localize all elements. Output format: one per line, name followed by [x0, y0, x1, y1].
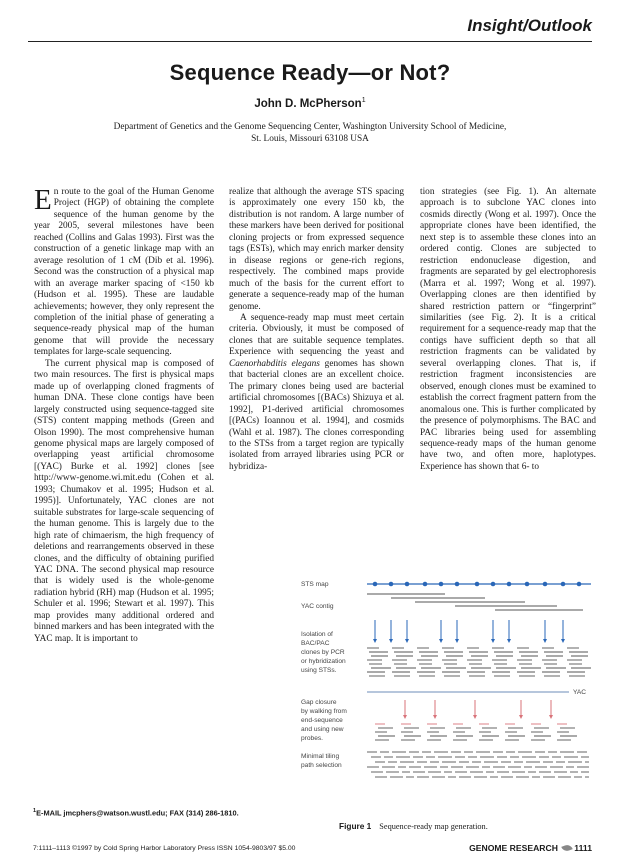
paragraph: [229, 313, 404, 473]
label-yac-contig: YAC contig: [301, 603, 334, 610]
paragraph-text: A sequence-ready map must meet certain criteria. Obviously, it must be composed of clones that are suitable sequence templates. Experience with sequencing the yeast and: [229, 312, 404, 358]
figure-number: Figure 1: [339, 821, 372, 831]
arrow-head: [405, 639, 409, 643]
body-column-1: [34, 184, 214, 645]
paragraph: [34, 184, 214, 359]
label-gap-2: by walking from: [301, 708, 347, 715]
label-isolation-1: Isolation of: [301, 631, 333, 638]
paragraph: The current physical map is composed of two main resources. The first is physical maps made up of overlapping cloned fragments of human DNA. These clone contigs have been largely constructed using sequence-tagged site (STS) content mapping methods (Green and Olson 1990). The most comprehensive human genome physical maps are largely composed of overlapping yeast artificial chromosome [(YAC) Burke et al. 1992] clones [see http://www-genome.wi.mit.edu (Cohen et al. 1993; Chumakov et al. 1995; Hudson et al. 1995)]. Unfortunately, YAC clones are not suitable substrates for large-scale sequencing of the human genome. This is largely due to the high rate of chimaerism, the high frequency of deletions and rearrangements observed in these clones, and the difficulty of obtaining purified YAC DNA. The second physical map resource that is widely used is the whole-genome radiation hybrid (RH) map (Hudson et al. 1995; Schuler et al. 1996; Stewart et al. 1997). This map provides many additional ordered and binned markers and has been integrated with the YAC map. It is important to: [34, 358, 214, 644]
label-yac: YAC: [573, 689, 587, 696]
drop-cap: E: [34, 184, 52, 216]
paragraph-text: n route to the goal of the Human Genome Project (HGP) of obtaining the complete sequence of the human genome by the year 2005, several milestones have been reached (Collins and Galas 1993). First was the construction of a genetic linkage map with an average resolution of 1 cM (Dib et al. 1996). Second was the construction of a physical map with an average marker spacing of <150 kb (Hudson et al. 1995). These are laudable achievements; however, they only represent the completion of the initial phase of generating a sequence-ready physical map of the human genome that will provide the necessary templates for large-scale sequencing.: [34, 187, 214, 358]
arrow-head: [507, 639, 511, 643]
arrow-head: [491, 639, 495, 643]
arrow-head: [389, 639, 393, 643]
sts-marker-dot: [405, 582, 410, 587]
isolation-arrows: [373, 620, 565, 643]
sts-marker-dot: [389, 582, 394, 587]
paragraph: realize that although the average STS spacing is approximately one every 150 kb, the distribution is not random. A large number of these markers have been derived for positional cloning projects or from expressed sequence tags (ESTs), which may enrich marker density in disease regions or gene-rich regions, respectively. The combined maps provide much of the basis for the current effort to generate a sequence-ready map of the human genome.: [229, 187, 404, 312]
body-column-3: [420, 187, 596, 473]
label-isolation-4: or hybridization: [301, 658, 346, 665]
footnote-mark: 1: [33, 808, 37, 814]
minimal-tiling-path: [367, 752, 589, 777]
footnote: [33, 806, 278, 818]
arrow-head: [549, 715, 553, 719]
author-footnote-mark: 1: [361, 97, 366, 104]
arrow-head: [473, 715, 477, 719]
label-tiling-1: Minimal tiling: [301, 753, 340, 760]
arrow-head: [519, 715, 523, 719]
gap-closure-clones: [375, 724, 577, 740]
author-name: John D. McPherson: [254, 97, 362, 110]
sts-marker-dot: [475, 582, 480, 587]
sts-marker-dot: [577, 582, 582, 587]
arrow-head: [433, 715, 437, 719]
author-line: [0, 97, 620, 110]
arrow-head: [543, 639, 547, 643]
figure-1-diagram: [295, 576, 595, 812]
sts-marker-dot: [455, 582, 460, 587]
footnote-text: E-MAIL jmcphers@watson.wustl.edu; FAX (314) 286-1810.: [36, 808, 239, 818]
arrow-head: [403, 715, 407, 719]
sts-marker-dot: [543, 582, 548, 587]
paragraph-text: genomes has shown that bacterial clones are an excellent choice. The primary clones being used are bacterial artificial chromosomes [(BACs) Shizuya et al. 1992], P1-derived artificial chromosomes [(PACs) Ioannou et al. 1994], and cosmids (Wahl et al. 1987). The clones corresponding to the STSs from a target region are typically isolated from arrayed libraries using PCR or hybridiza-: [229, 358, 404, 472]
sts-marker-dot: [525, 582, 530, 587]
arrow-head: [439, 639, 443, 643]
label-isolation-5: using STSs.: [301, 667, 337, 674]
label-isolation-3: clones by PCR: [301, 649, 345, 656]
page-number: 1111: [574, 843, 592, 853]
sts-marker-dot: [373, 582, 378, 587]
label-gap-3: end-sequence: [301, 717, 343, 724]
species-name: Caenorhabditis elegans: [229, 358, 320, 369]
yac-contig-clones: [367, 594, 583, 610]
body-column-2: [229, 187, 404, 473]
section-header: Insight/Outlook: [467, 16, 592, 35]
paragraph: tion strategies (see Fig. 1). An alternate approach is to subclone YAC clones into cosmids directly (Wong et al. 1997). Once the appropriate clones have been identified, the next step is to assemble these clones into an ordered contig. Clones are subjected to restriction endonuclease digestion, and fragments are separated by gel electrophoresis (Marra et al. 1997; Wong et al. 1997). Overlapping clones are then identified by shared restriction pattern or “fingerprint” similarities (see Fig. 2). It is a critical requirement for a sequence-ready map that the contigs have sufficient depth so that all restriction fragments can be validated by several overlapping clones. That is, if restriction fragment inconsistencies are observed, enough clones must be examined to establish the correct fragment pattern from the anomalous one. This is further complicated by the presence of polymorphisms. The BAC and PAC libraries being used for assembling sequence-ready maps of the human genome have two, and often more, haplotypes. Experience has shown that 6- to: [420, 187, 596, 472]
label-isolation-2: BAC/PAC: [301, 640, 330, 647]
citation-line: 7:1111–1113 ©1997 by Cold Spring Harbor Laboratory Press ISSN 1054-9803/97 $5.00: [33, 845, 296, 852]
isolated-clones: [367, 648, 591, 676]
sts-marker-dot: [507, 582, 512, 587]
label-sts-map: STS map: [301, 581, 329, 588]
label-gap-4: and using new: [301, 726, 344, 733]
sts-marker-dot: [491, 582, 496, 587]
arrow-head: [561, 639, 565, 643]
figure-caption-text: Sequence-ready map generation.: [379, 822, 488, 831]
label-tiling-2: path selection: [301, 762, 342, 769]
figure-caption: [339, 821, 488, 831]
arrow-head: [455, 639, 459, 643]
label-gap-5: probes.: [301, 735, 323, 742]
sts-marker-dot: [423, 582, 428, 587]
journal-name: GENOME RESEARCH: [469, 843, 558, 853]
label-gap-1: Gap closure: [301, 699, 337, 706]
arrow-head: [373, 639, 377, 643]
journal-footer: [469, 843, 592, 853]
header-rule: [28, 41, 592, 42]
affiliation: Department of Genetics and the Genome Sequencing Center, Washington University School of Medicine, St. Louis, Missouri 63108 USA: [113, 122, 507, 144]
sts-marker-dot: [561, 582, 566, 587]
leaf-icon: [562, 843, 573, 852]
gap-closure-arrows: [403, 700, 553, 719]
article-title: Sequence Ready—or Not?: [169, 60, 451, 85]
sts-marker-dot: [439, 582, 444, 587]
